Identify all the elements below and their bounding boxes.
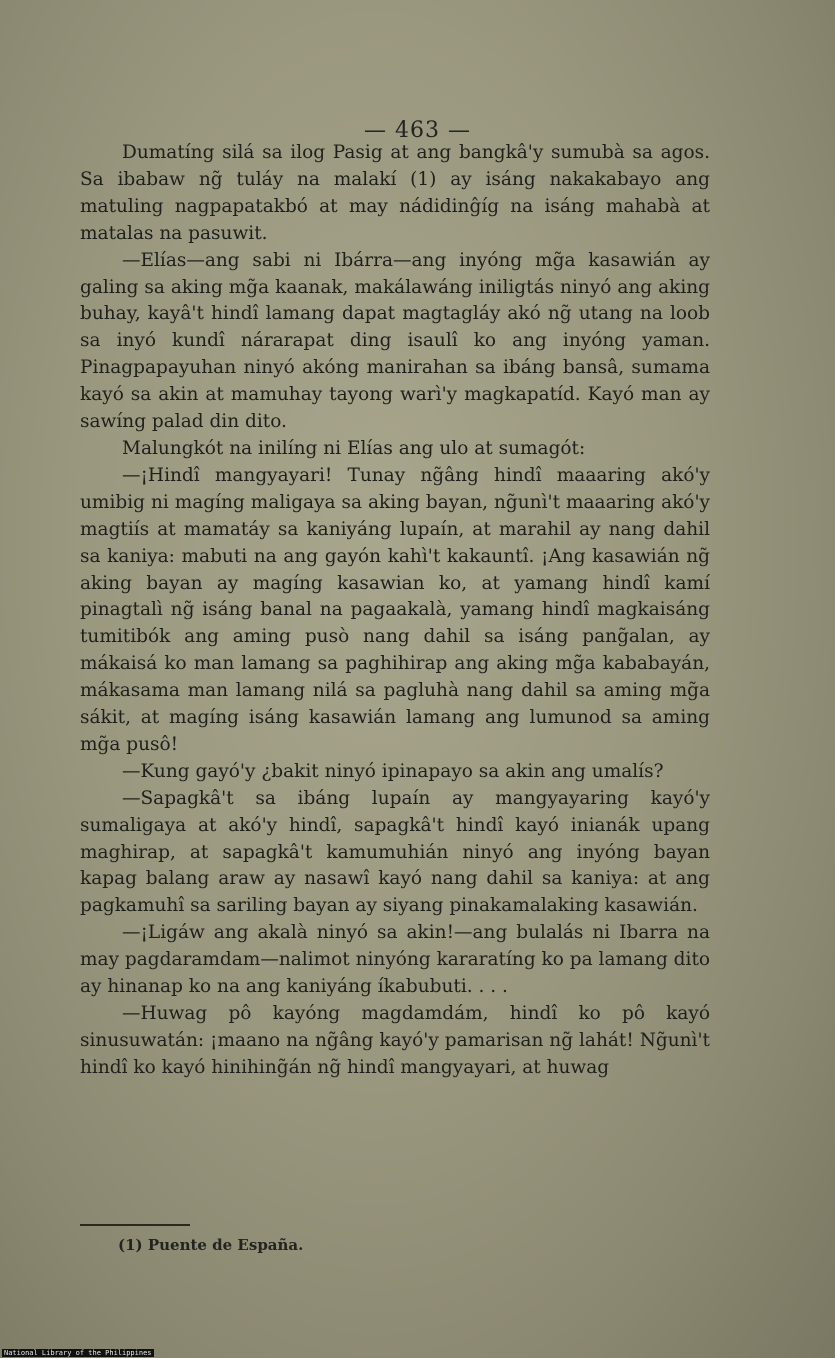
paragraph: Malungkót na inilíng ni Elías ang ulo at sumagót:: [122, 437, 586, 459]
library-credit: National Library of the Philippines: [4, 1349, 152, 1357]
paragraph: —¡Ligáw ang akalà ninyó sa akin!—ang bulalás ni Ibarra na may pagdaramdam—nalimot ninyóng kararatíng ko pa lamang dito ay hinanap ko na ang kaniyáng íkabubuti. . . .: [80, 922, 711, 998]
paragraph: —Sapagkâ't sa ibáng lupaín ay mangyayaring kayó'y sumaligaya at akó'y hindî, sapagkâ't hindî kayó inianák upang maghirap, at sapagkâ't kamumuhián ninyó ang inyóng bayan kapag balang araw ay nasawî kayó nang dahil sa kaniya: at ang pagkamuhî sa sariling bayan ay siyang pinakamalaking kasawián.: [80, 787, 710, 917]
body-text: [80, 140, 710, 1082]
paragraph: —Kung gayó'y ¿bakit ninyó ipinapayo sa akin ang umalís?: [122, 760, 664, 782]
paragraph: —Elías—ang sabi ni Ibárra—ang inyóng mg̃a kasawián ay galing sa aking mg̃a kaanak, makálawáng iniligtás ninyó ang aking buhay, kayâ't hindî lamang dapat magtagláy akó ng̃ utang na loob sa inyó kundî nárarapat ding isaulî ko ang inyóng yaman. Pinagpapayuhan ninyó akóng manirahan sa ibáng bansâ, sumama kayó sa akin at mamuhay tayong warì'y magkapatíd. Kayó man ay sawíng palad din dito.: [80, 249, 710, 433]
footnote-divider: [80, 1224, 190, 1226]
footnote: (1) Puente de España.: [118, 1236, 304, 1254]
page-number: — 463 —: [364, 118, 471, 143]
paragraph: Dumatíng silá sa ilog Pasig at ang bangkâ'y sumubà sa agos. Sa ibabaw ng̃ tuláy na malakí (1) ay isáng nakakabayo ang matuling nagpapatakbó at may nádidinĝíg na isáng mahabà at matalas na pasuwit.: [80, 142, 710, 244]
paragraph: —¡Hindî mangyayari! Tunay ng̃âng hindî maaaring akó'y umibig ni magíng maligaya sa aking bayan, ng̃unì't maaaring akó'y magtiís at mamatáy sa kaniyáng lupaín, at marahil ay nang dahil sa kaniya: mabuti na ang gayón kahì't kakauntî. ¡Ang kasawián ng̃ aking bayan ay magíng kasawian ko, at yamang hindî kamí pinagtalì ng̃ isáng banal na pagaakalà, yamang hindî magkaisáng tumitibók ang aming pusò nang dahil sa isáng pang̃alan, ay mákaisá ko man lamang sa paghihirap ang aking mg̃a kababayán, mákasama man lamang nilá sa pagluhà nang dahil sa aming mg̃a sákit, at magíng isáng kasawián lamang ang lumunod sa aming mg̃a pusô!: [80, 464, 710, 755]
paragraph: —Huwag pô kayóng magdamdám, hindî ko pô kayó sinusuwatán: ¡maano na ng̃âng kayó'y pamarisan ng̃ lahát! Ng̃unì't hindî ko kayó hinihing̃án ng̃ hindî mangyayari, at huwag: [80, 1003, 710, 1078]
